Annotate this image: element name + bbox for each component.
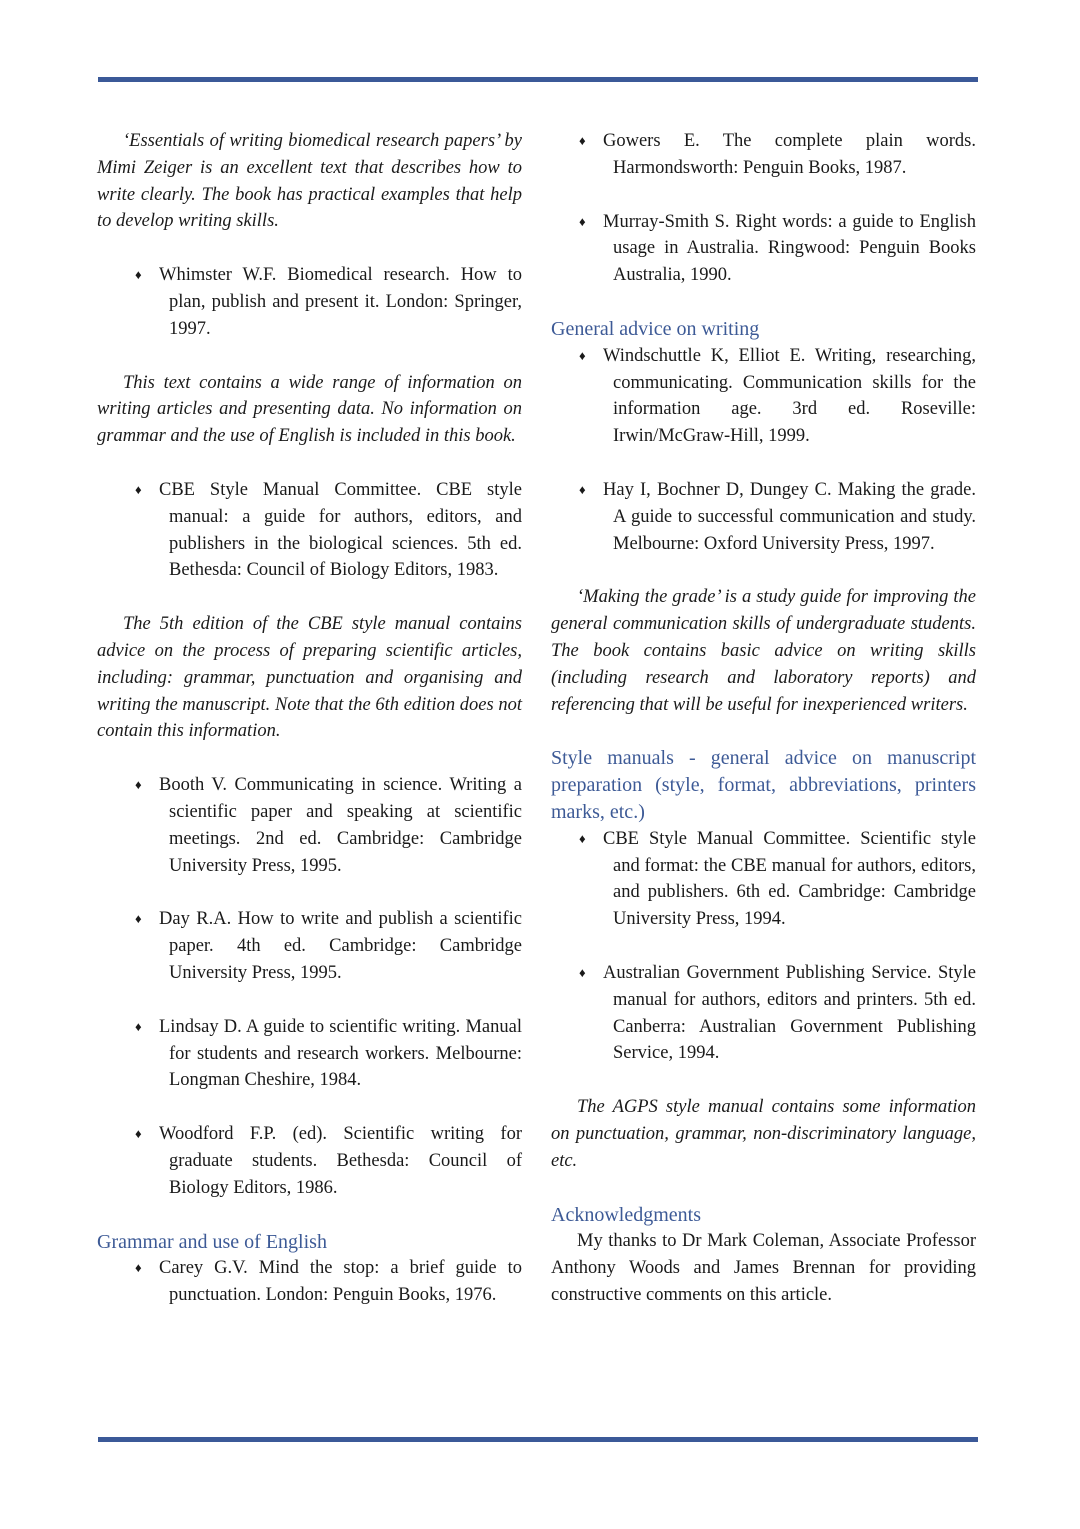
reference-item [551, 209, 976, 289]
diamond-bullet-icon: ♦ [579, 830, 586, 846]
reference-item [551, 826, 976, 933]
annotation-zeiger: ‘Essentials of writing biomedical research papers’ by Mimi Zeiger is an excellent text that describes how to write clearly. The book has practical examples that help to develop writing skills. [97, 131, 522, 232]
reference-item [551, 960, 976, 1067]
reference-item [97, 1014, 522, 1094]
diamond-bullet-icon: ♦ [579, 213, 586, 229]
reference-item [97, 477, 522, 584]
diamond-bullet-icon: ♦ [135, 911, 142, 927]
reference-item [551, 128, 976, 182]
reference-text: Woodford F.P. (ed). Scientific writing for graduate students. Bethesda: Council of Biology Editors, 1986. [159, 1124, 522, 1198]
reference-text: Booth V. Communicating in science. Writing a scientific paper and speaking at scientific meetings. 2nd ed. Cambridge: Cambridge University Press, 1995. [159, 775, 522, 876]
diamond-bullet-icon: ♦ [579, 481, 586, 497]
reference-text: CBE Style Manual Committee. CBE style manual: a guide for authors, editors, and publishers in the biological sciences. 5th ed. Bethesda: Council of Biology Editors, 1983. [159, 479, 522, 581]
diamond-bullet-icon: ♦ [135, 1018, 142, 1034]
reference-text: Hay I, Bochner D, Dungey C. Making the grade. A guide to successful communication and study. Melbourne: Oxford University Press, 1997. [603, 479, 976, 554]
section-heading-grammar: Grammar and use of English [97, 1230, 327, 1253]
annotation-whimster: This text contains a wide range of information on writing articles and presenting data. No information on grammar and the use of English is included in this book. [97, 372, 522, 447]
reference-text: Day R.A. How to write and publish a scientific paper. 4th ed. Cambridge: Cambridge University Press, 1995. [159, 909, 522, 983]
annotation-cbe5: The 5th edition of the CBE style manual contains advice on the process of preparing scientific articles, including: grammar, punctuation and organising and writing the manuscript. Note that the 6th edition does not contain this information. [97, 614, 522, 742]
acknowledgments-text: My thanks to Dr Mark Coleman, Associate Professor Anthony Woods and James Brennan for providing constructive comments on this article. [551, 1231, 976, 1305]
reference-item [97, 906, 522, 986]
reference-text: Lindsay D. A guide to scientific writing. Manual for students and research workers. Melbourne: Longman Cheshire, 1984. [159, 1016, 522, 1091]
diamond-bullet-icon: ♦ [135, 267, 142, 283]
reference-item [97, 772, 522, 879]
reference-text: Australian Government Publishing Service. Style manual for authors, editors and printers. 5th ed. Canberra: Australian Government Publishing Service, 1994. [603, 962, 976, 1064]
right-column [551, 128, 976, 1309]
bottom-rule [98, 1437, 978, 1442]
diamond-bullet-icon: ♦ [579, 964, 586, 980]
section-heading-general-advice: General advice on writing [551, 317, 760, 340]
reference-text: Gowers E. The complete plain words. Harmondsworth: Penguin Books, 1987. [603, 131, 976, 178]
reference-text: CBE Style Manual Committee. Scientific style and format: the CBE manual for authors, editors, and publishers. 6th ed. Cambridge: Cambridge University Press, 1994. [603, 828, 976, 930]
diamond-bullet-icon: ♦ [135, 777, 142, 793]
reference-item [97, 1255, 522, 1309]
annotation-agps: The AGPS style manual contains some information on punctuation, grammar, non-discriminatory language, etc. [551, 1097, 976, 1171]
reference-item [97, 1121, 522, 1201]
diamond-bullet-icon: ♦ [135, 1126, 142, 1142]
reference-text: Windschuttle K, Elliot E. Writing, researching, communicating. Communication skills for the information age. 3rd ed. Roseville: Irwin/McGraw-Hill, 1999. [603, 345, 976, 447]
reference-text: Murray-Smith S. Right words: a guide to English usage in Australia. Ringwood: Penguin Books Australia, 1990. [603, 211, 976, 286]
annotation-hay: ‘Making the grade’ is a study guide for improving the general communication skills of undergraduate students. The book contains basic advice on writing skills (including research and laboratory reports) and referencing that will be useful for inexperienced writers. [551, 587, 976, 715]
diamond-bullet-icon: ♦ [579, 133, 586, 148]
reference-text: Whimster W.F. Biomedical research. How to plan, publish and present it. London: Springer, 1997. [159, 265, 522, 339]
section-heading-style-manuals: Style manuals - general advice on manuscript preparation (style, format, abbreviations, printers marks, etc.) [551, 747, 976, 823]
top-rule [98, 77, 978, 82]
section-heading-acknowledgments: Acknowledgments [551, 1203, 701, 1226]
reference-item [551, 343, 976, 450]
reference-text: Carey G.V. Mind the stop: a brief guide to punctuation. London: Penguin Books, 1976. [159, 1258, 522, 1306]
diamond-bullet-icon: ♦ [135, 481, 142, 497]
reference-item [97, 262, 522, 342]
left-column [97, 128, 522, 1336]
diamond-bullet-icon: ♦ [135, 1260, 142, 1276]
diamond-bullet-icon: ♦ [579, 347, 586, 363]
reference-item [551, 477, 976, 557]
